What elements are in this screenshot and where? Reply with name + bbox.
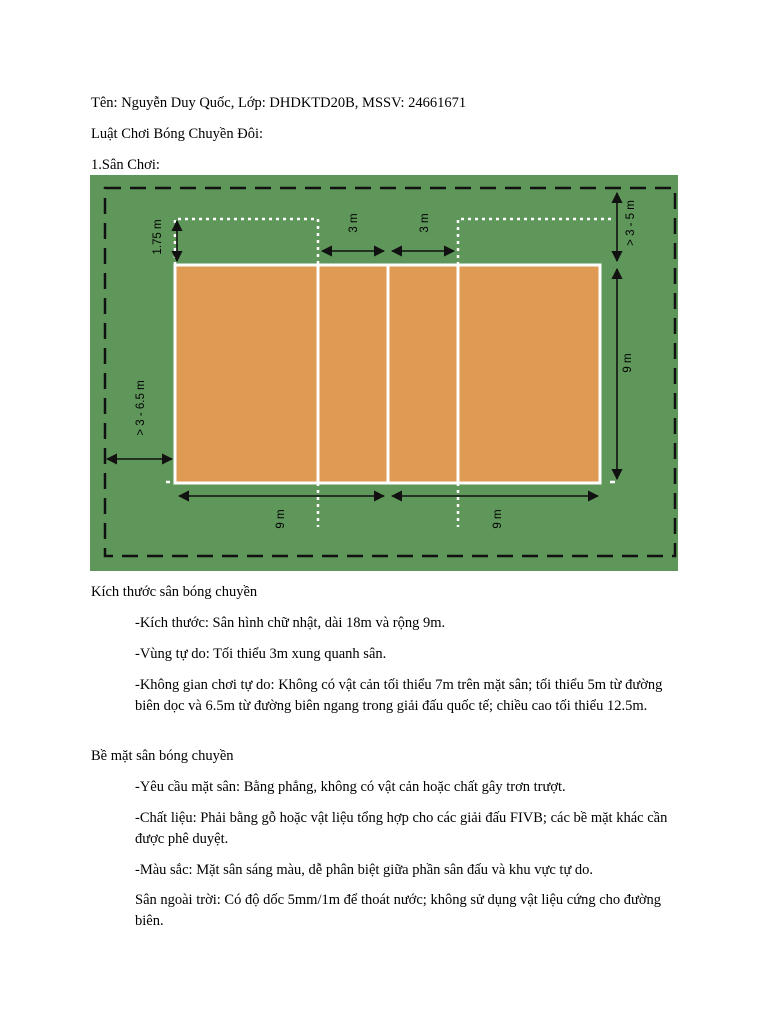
list-item: -Chất liệu: Phải bằng gỗ hoặc vật liệu tổng hợp cho các giải đấu FIVB; các bề mặt khác cần được phê duyệt. [135,810,668,847]
list-item: -Vùng tự do: Tối thiểu 3m xung quanh sân. [135,646,387,662]
label-half-right: 9 m [492,509,504,529]
list-item: -Yêu cầu mặt sân: Bằng phẳng, không có vật cản hoặc chất gây trơn trượt. [135,779,566,795]
list-item: -Không gian chơi tự do: Không có vật cản tối thiểu 7m trên mặt sân; tối thiểu 5m từ đường biên dọc và 6.5m từ đường biên ngang trong giải đấu quốc tế; chiều cao tối thiểu 12.5m. [135,677,663,714]
label-attack-right: 3 m [419,213,431,233]
section-heading-surface: Bề mặt sân bóng chuyền [91,748,234,764]
document-title: Luật Chơi Bóng Chuyền Đôi: [91,126,263,142]
label-court-width: 9 m [622,353,634,373]
volleyball-court-diagram [90,175,678,571]
label-free-zone-top: > 3 - 5 m [625,200,637,246]
label-free-zone-back: 1.75 m [152,219,164,255]
list-item: -Kích thước: Sân hình chữ nhật, dài 18m và rộng 9m. [135,615,446,631]
label-attack-left: 3 m [348,213,360,233]
list-item: Sân ngoài trời: Có độ dốc 5mm/1m để thoát nước; không sử dụng vật liệu cứng cho đường biên. [135,892,662,929]
label-free-zone-side: > 3 - 6.5 m [135,380,147,436]
list-item: -Màu sắc: Mặt sân sáng màu, dễ phân biệt giữa phần sân đấu và khu vực tự do. [135,862,594,878]
label-half-left: 9 m [275,509,287,529]
section-heading-dimensions: Kích thước sân bóng chuyền [91,584,258,600]
section-heading-court: 1.Sân Chơi: [91,157,160,173]
student-info: Tên: Nguyễn Duy Quốc, Lớp: DHDKTD20B, MSSV: 24661671 [91,95,467,111]
